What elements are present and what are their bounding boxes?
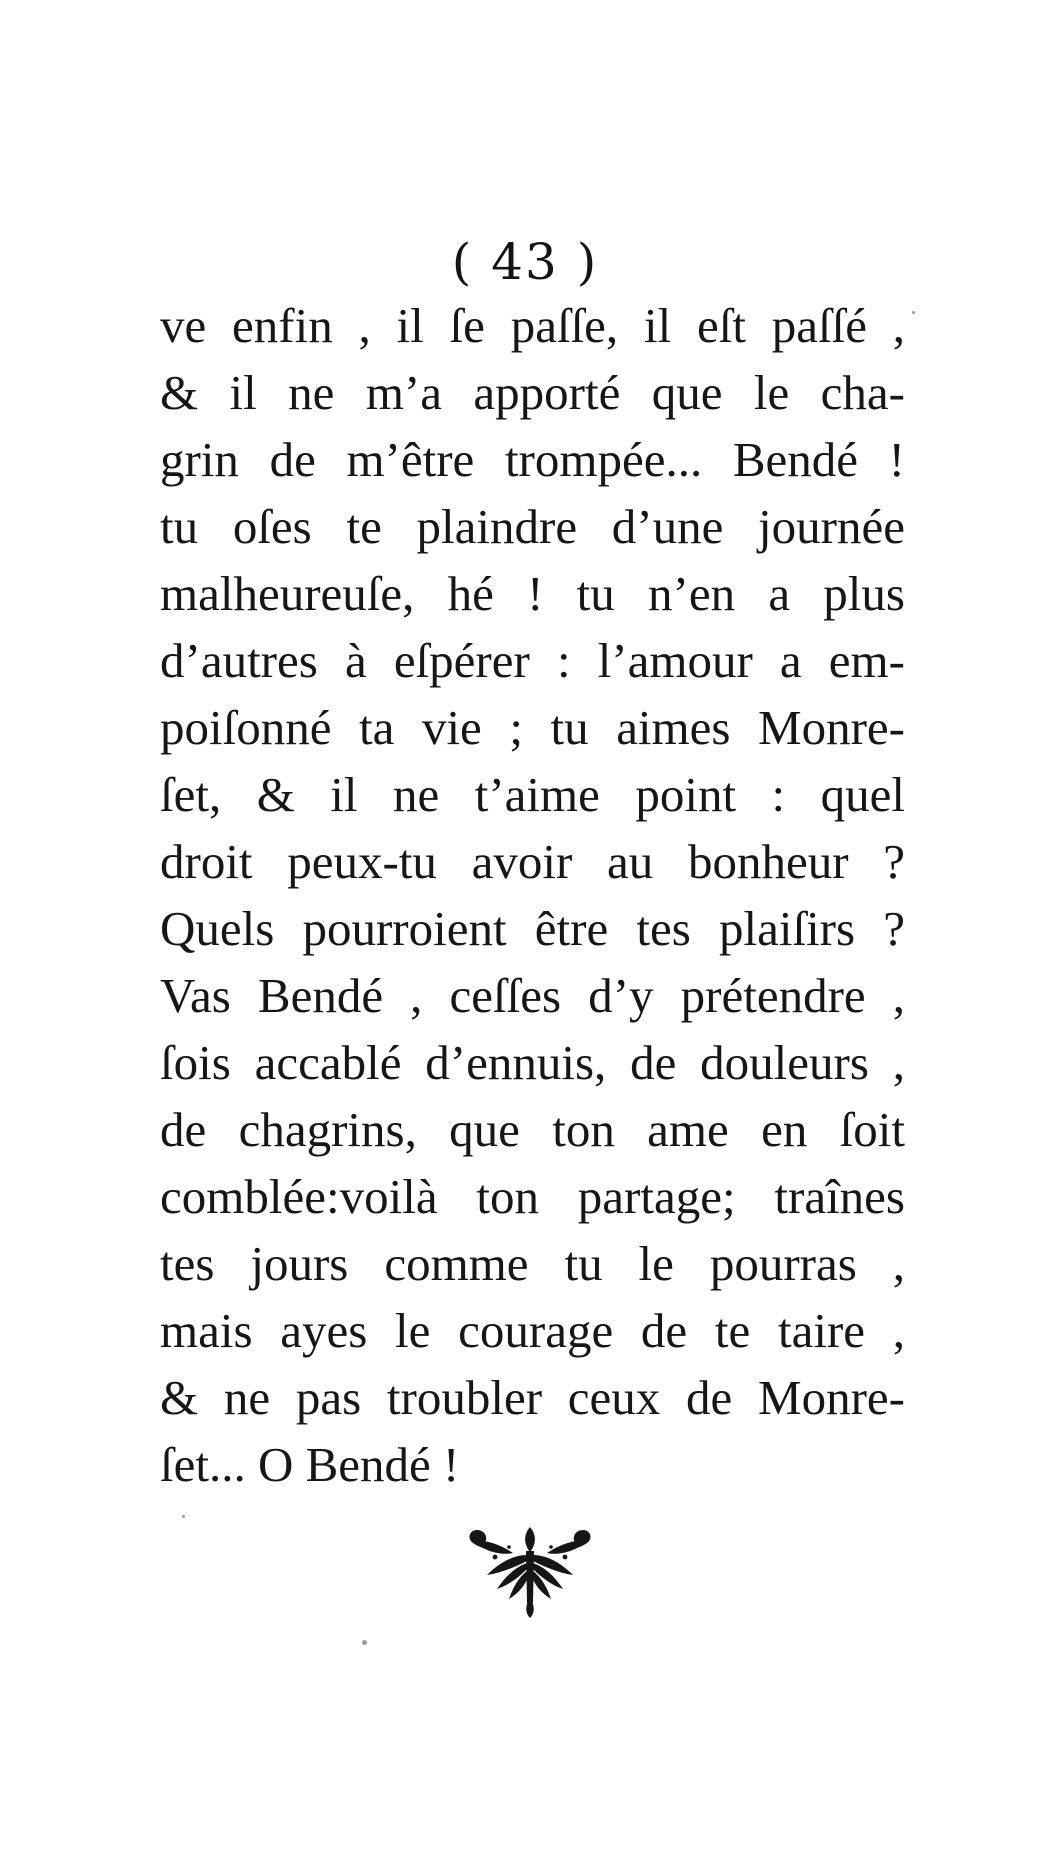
text-line: poiſonné ta vie ; tu aimes Monre- [160, 700, 905, 755]
text-line: & il ne m’a apporté que le cha- [160, 365, 905, 420]
text-line: ſet... O Bendé ! [160, 1437, 460, 1492]
text-line: tes jours comme tu le pourras , [160, 1236, 905, 1291]
text-line: Quels pourroient être tes plaiſirs ? [160, 901, 905, 956]
text-line: ſois accablé d’ennuis, de douleurs , [160, 1035, 905, 1090]
paper-speck [182, 1515, 185, 1518]
text-line: & ne pas troubler ceux de Monre- [160, 1370, 905, 1425]
text-line: malheureuſe, hé ! tu n’en a plus [160, 566, 905, 621]
text-line: ve enfin , il ſe paſſe, il eſt paſſé , [160, 298, 905, 353]
text-line: Vas Bendé , ceſſes d’y prétendre , [160, 968, 905, 1023]
floral-tailpiece-icon [465, 1525, 595, 1620]
text-line: comblée:voilà ton partage; traînes [160, 1169, 905, 1224]
body-text [160, 292, 905, 1498]
text-line: droit peux-tu avoir au bonheur ? [160, 834, 905, 889]
text-line: grin de m’être trompée... Bendé ! [160, 432, 905, 487]
paper-speck [362, 1640, 367, 1645]
text-line: d’autres à eſpérer : l’amour a em- [160, 633, 905, 688]
text-line: de chagrins, que ton ame en ſoit [160, 1102, 905, 1157]
page-number: ( 43 ) [451, 233, 599, 291]
paper-speck [912, 311, 915, 314]
text-line: mais ayes le courage de te taire , [160, 1303, 905, 1358]
text-line: ſet, & il ne t’aime point : quel [160, 767, 905, 822]
text-line: tu oſes te plaindre d’une journée [160, 499, 905, 554]
